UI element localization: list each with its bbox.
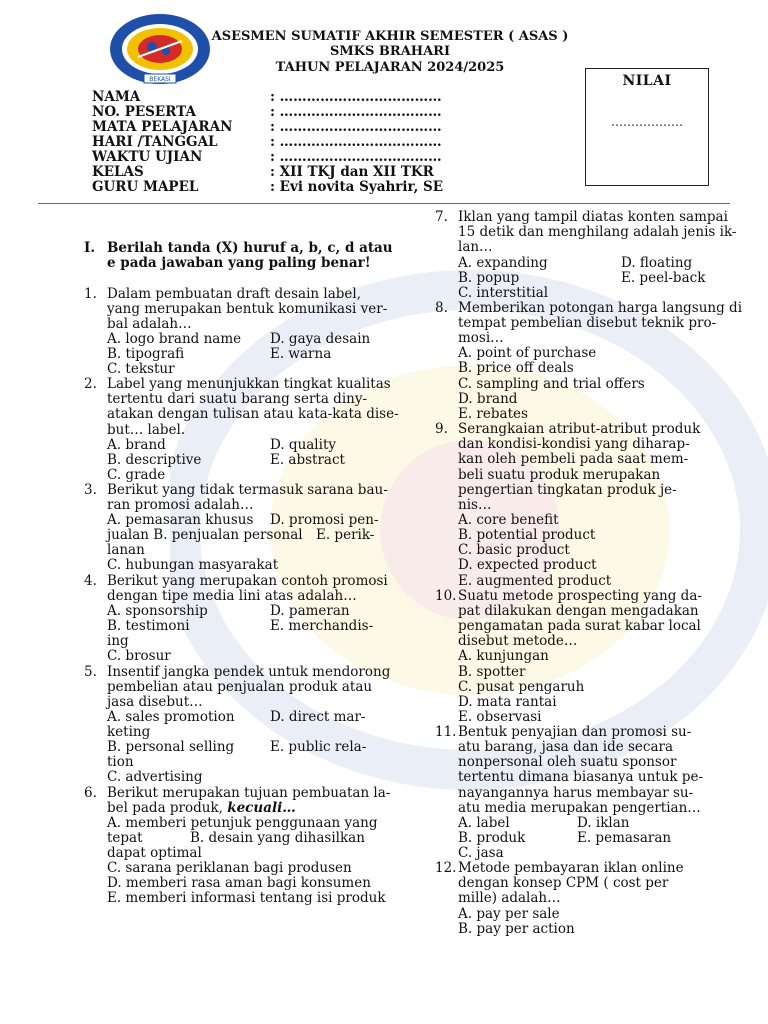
option-d[interactable]: D. memberi rasa aman bagi konsumen bbox=[107, 875, 371, 891]
option-b[interactable]: B. testimoni bbox=[107, 618, 190, 634]
option-d[interactable]: D. direct mar- bbox=[270, 709, 366, 725]
option-c[interactable]: C. basic product bbox=[458, 542, 570, 558]
option-d[interactable]: D. brand bbox=[458, 391, 518, 407]
option-c[interactable]: C. jasa bbox=[458, 845, 504, 861]
option-a[interactable]: A. pay per sale bbox=[458, 906, 560, 922]
option-a[interactable]: A. logo brand name bbox=[107, 331, 242, 347]
instruction-line-1: Berilah tanda (X) huruf a, b, c, d atau bbox=[107, 240, 393, 256]
option-a[interactable]: A. kunjungan bbox=[458, 648, 549, 664]
option-b[interactable]: B. desain yang dihasilkan bbox=[190, 830, 365, 846]
option-c[interactable]: C. grade bbox=[107, 467, 166, 483]
option-b[interactable]: B. price off deals bbox=[458, 360, 574, 376]
option-d[interactable]: D. floating bbox=[621, 255, 693, 271]
option-a[interactable]: A. brand bbox=[107, 437, 166, 453]
option-c[interactable]: C. advertising bbox=[107, 769, 203, 785]
option-d[interactable]: D. iklan bbox=[577, 815, 630, 831]
option-e[interactable]: E. public rela- bbox=[270, 739, 367, 755]
option-e[interactable]: E. memberi informasi tentang isi produk bbox=[107, 890, 386, 906]
option-e[interactable]: E. pemasaran bbox=[577, 830, 672, 846]
option-e[interactable]: E. abstract bbox=[270, 452, 345, 468]
participant-number-field[interactable]: : ……………………………… bbox=[270, 104, 442, 120]
date-field[interactable]: : ……………………………… bbox=[270, 134, 442, 150]
option-e[interactable]: E. observasi bbox=[458, 709, 542, 725]
option-a[interactable]: A. memberi petunjuk penggunaan yang bbox=[107, 815, 378, 831]
option-b[interactable]: B. descriptive bbox=[107, 452, 202, 468]
option-a[interactable]: A. pemasaran khusus bbox=[107, 512, 254, 528]
section-number: I. bbox=[84, 240, 96, 256]
option-d[interactable]: D. mata rantai bbox=[458, 694, 557, 710]
option-e[interactable]: E. perik- bbox=[316, 527, 375, 543]
option-c[interactable]: C. pusat pengaruh bbox=[458, 679, 585, 695]
option-a[interactable]: A. point of purchase bbox=[458, 345, 597, 361]
option-a[interactable]: A. sales promotion bbox=[107, 709, 235, 725]
header-divider bbox=[38, 203, 730, 204]
option-c[interactable]: C. tekstur bbox=[107, 361, 175, 377]
class-value: : XII TKJ dan XII TKR bbox=[270, 164, 434, 180]
option-c[interactable]: C. hubungan masyarakat bbox=[107, 557, 279, 573]
option-c[interactable]: C. sarana periklanan bagi produsen bbox=[107, 860, 352, 876]
exam-title: ASESMEN SUMATIF AKHIR SEMESTER ( ASAS ) bbox=[211, 29, 569, 44]
logo-bottom-text: BEKASI bbox=[149, 76, 171, 83]
option-d[interactable]: D. expected product bbox=[458, 557, 597, 573]
option-d[interactable]: D. pameran bbox=[270, 603, 350, 619]
option-c[interactable]: C. interstitial bbox=[458, 285, 549, 301]
exam-time-field[interactable]: : ……………………………… bbox=[270, 149, 442, 165]
name-field[interactable]: : ……………………………… bbox=[270, 89, 442, 105]
option-b[interactable]: B. potential product bbox=[458, 527, 596, 543]
option-e[interactable]: E. merchandis- bbox=[270, 618, 374, 634]
option-b[interactable]: B. tipografi bbox=[107, 346, 185, 362]
option-d[interactable]: D. quality bbox=[270, 437, 336, 453]
option-e[interactable]: E. warna bbox=[270, 346, 332, 362]
option-b[interactable]: B. produk bbox=[458, 830, 526, 846]
academic-year: TAHUN PELAJARAN 2024/2025 bbox=[275, 60, 505, 75]
teacher-value: : Evi novita Syahrir, SE bbox=[270, 179, 444, 195]
option-d[interactable]: D. gaya desain bbox=[270, 331, 371, 347]
option-a[interactable]: A. core benefit bbox=[458, 512, 559, 528]
option-c[interactable]: C. brosur bbox=[107, 648, 171, 664]
option-e[interactable]: E. augmented product bbox=[458, 573, 612, 589]
option-d[interactable]: D. promosi pen- bbox=[270, 512, 379, 528]
school-name: SMKS BRAHARI bbox=[329, 44, 451, 59]
score-blank: ……………… bbox=[611, 115, 683, 129]
option-a[interactable]: A. sponsorship bbox=[107, 603, 208, 619]
option-a[interactable]: A. expanding bbox=[458, 255, 548, 271]
option-b[interactable]: B. personal selling bbox=[107, 739, 235, 755]
option-b[interactable]: B. pay per action bbox=[458, 921, 575, 937]
school-logo bbox=[108, 12, 212, 86]
emphasis-kecuali: kecuali… bbox=[227, 800, 296, 816]
option-e[interactable]: E. peel-back bbox=[621, 270, 706, 286]
score-label: NILAI bbox=[622, 73, 672, 89]
option-c[interactable]: C. sampling and trial offers bbox=[458, 376, 645, 392]
option-a[interactable]: A. label bbox=[458, 815, 510, 831]
option-e[interactable]: E. rebates bbox=[458, 406, 528, 422]
option-b[interactable]: jualan B. penjualan personal bbox=[107, 527, 303, 543]
score-box[interactable] bbox=[585, 68, 709, 186]
option-b[interactable]: B. popup bbox=[458, 270, 520, 286]
instruction-line-2: e pada jawaban yang paling benar! bbox=[107, 255, 371, 271]
subject-field[interactable]: : ……………………………… bbox=[270, 119, 442, 135]
option-b[interactable]: B. spotter bbox=[458, 664, 526, 680]
